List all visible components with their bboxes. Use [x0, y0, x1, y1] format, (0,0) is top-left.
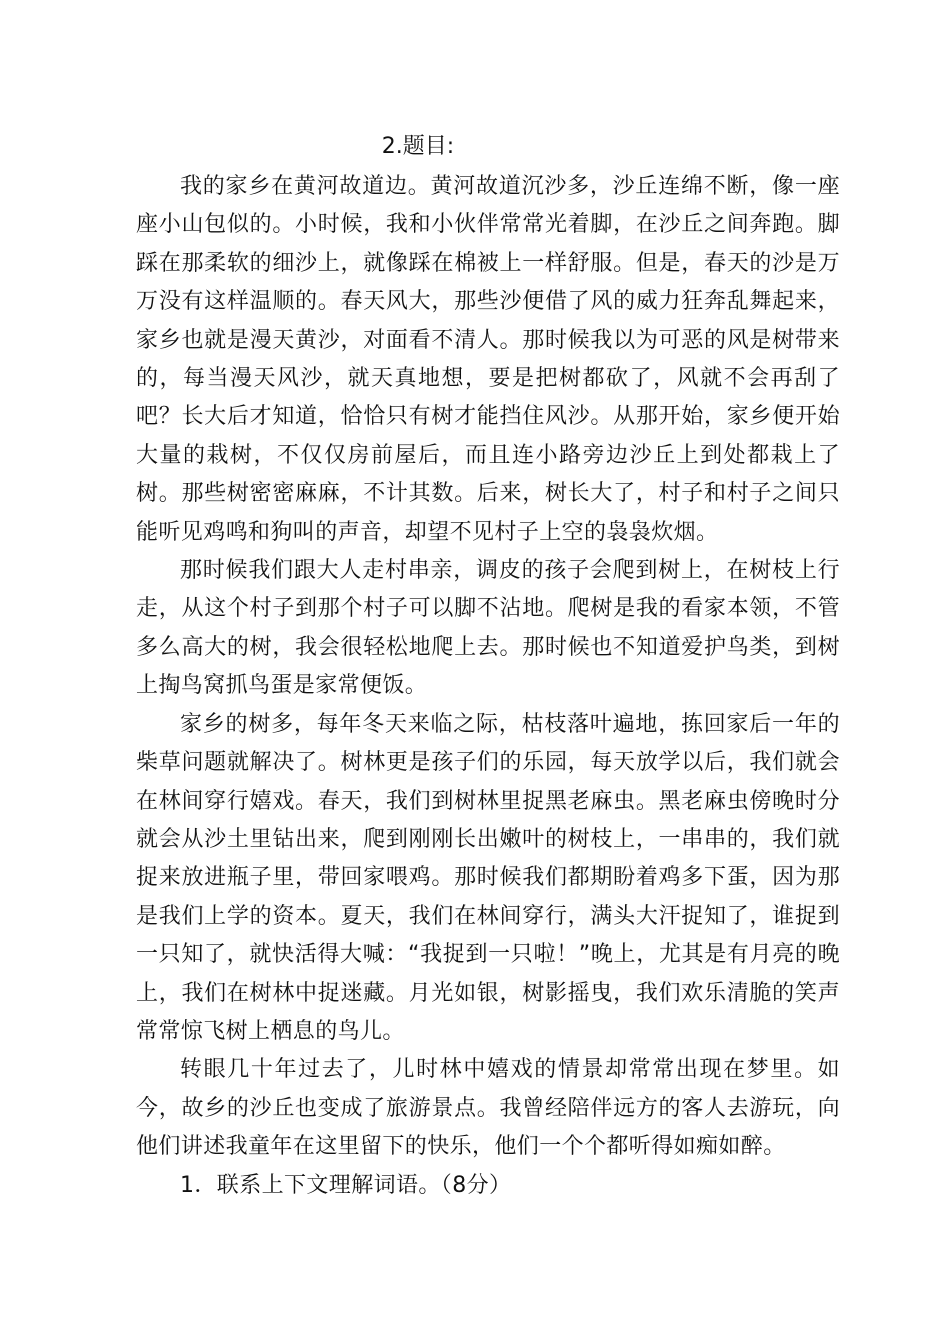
passage-paragraph-2: 那时候我们跟大人走村串亲，调皮的孩子会爬到树上，在树枝上行走，从这个村子到那个村子可以脚不沾地。爬树是我的看家本领，不管多么高大的树，我会很轻松地爬上去。那时候也不知道爱护鸟类，到树上掏鸟窝抓鸟蛋是家常便饭。: [136, 558, 840, 699]
passage-paragraph-3: 家乡的树多，每年冬天来临之际，枯枝落叶遍地，拣回家后一年的柴草问题就解决了。树林更是孩子们的乐园，每天放学以后，我们就会在林间穿行嬉戏。春天，我们到树林里捉黑老麻虫。黑老麻虫傍晚时分就会从沙土里钻出来，爬到刚刚长出嫩叶的树枝上，一串串的，我们就捉来放进瓶子里，带回家喂鸡。那时候我们都期盼着鸡多下蛋，因为那是我们上学的资本。夏天，我们在林间穿行，满头大汗捉知了，谁捉到一只知了，就快活得大喊：“我捉到一只啦！”晚上，尤其是有月亮的晚上，我们在树林中捉迷藏。月光如银，树影摇曳，我们欢乐清脆的笑声常常惊飞树上栖息的鸟儿。: [136, 711, 840, 1044]
question-1: 1．联系上下文理解词语。（8分）: [180, 1172, 512, 1198]
passage-paragraph-1: 我的家乡在黄河故道边。黄河故道沉沙多，沙丘连绵不断，像一座座小山包似的。小时候，我和小伙伴常常光着脚，在沙丘之间奔跑。脚踩在那柔软的细沙上，就像踩在棉被上一样舒服。但是，春天的沙是万万没有这样温顺的。春天风大，那些沙便借了风的威力狂奔乱舞起来，家乡也就是漫天黄沙，对面看不清人。那时候我以为可恶的风是树带来的，每当漫天风沙，就天真地想，要是把树都砍了，风就不会再刮了吧？长大后才知道，恰恰只有树才能挡住风沙。从那开始，家乡便开始大量的栽树，不仅仅房前屋后，而且连小路旁边沙丘上到处都栽上了树。那些树密密麻麻，不计其数。后来，树长大了，村子和村子之间只能听见鸡鸣和狗叫的声音，却望不见村子上空的袅袅炊烟。: [136, 174, 840, 545]
section-title: 2.题目:: [381, 134, 455, 159]
reading-passage: [136, 168, 840, 1205]
passage-paragraph-4: 转眼几十年过去了，儿时林中嬉戏的情景却常常出现在梦里。如今，故乡的沙丘也变成了旅游景点。我曾经陪伴远方的客人去游玩，向他们讲述我童年在这里留下的快乐，他们一个个都听得如痴如醉。: [136, 1057, 840, 1160]
